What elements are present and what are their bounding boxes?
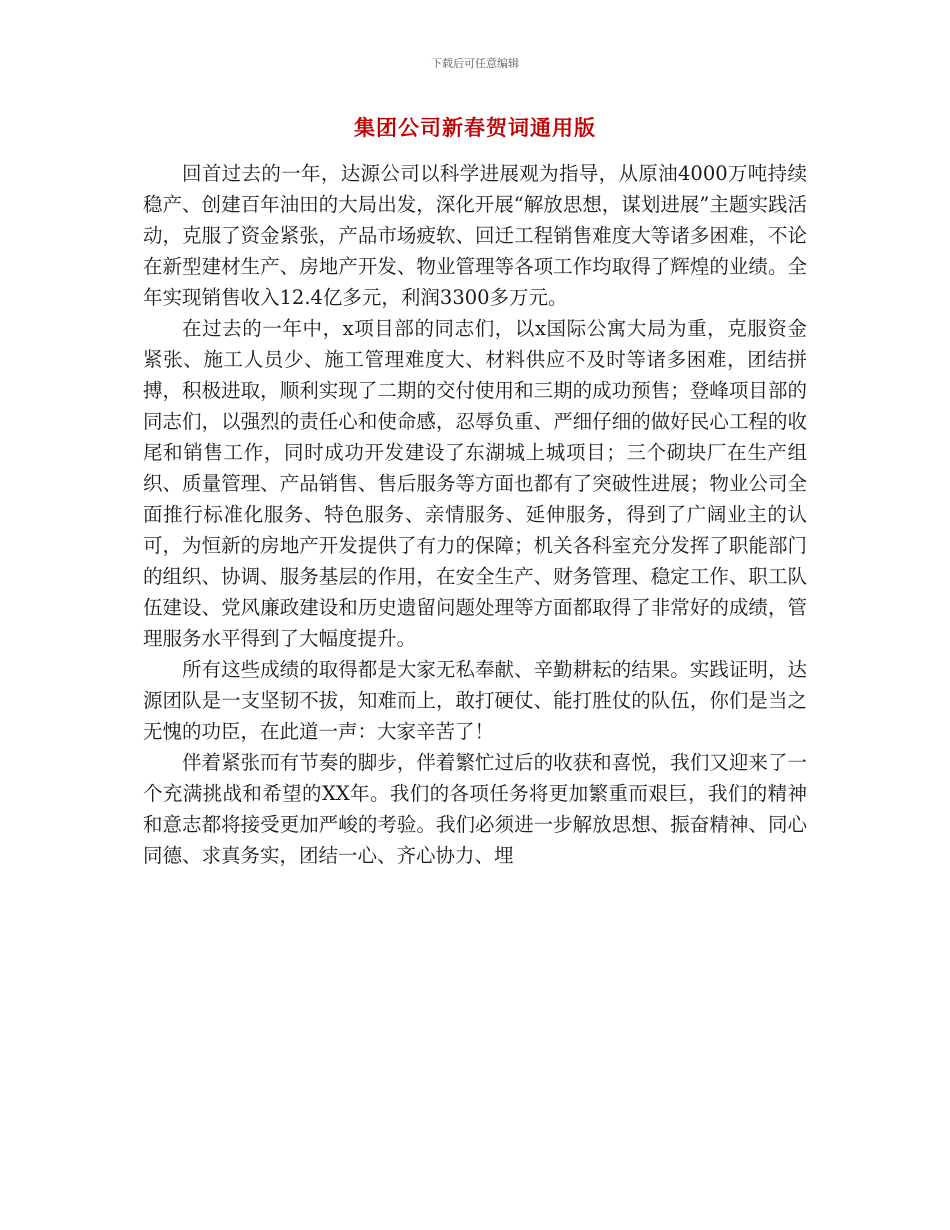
paragraph: 伴着紧张而有节奏的脚步，伴着繁忙过后的收获和喜悦，我们又迎来了一个充满挑战和希望的XX年。我们的各项任务将更加繁重而艰巨，我们的精神和意志都将接受更加严峻的考验。我们必须进一步解放思想、振奋精神、同心同德、求真务实，团结一心、齐心协力、埋 xyxy=(143,751,807,867)
document-body xyxy=(143,158,807,871)
paragraph: 在过去的一年中，x项目部的同志们，以x国际公寓大局为重，克服资金紧张、施工人员少、施工管理难度大、材料供应不及时等诸多困难，团结拼搏，积极进取，顺利实现了二期的交付使用和三期的成功预售；登峰项目部的同志们，以强烈的责任心和使命感，忍辱负重、严细仔细的做好民心工程的收尾和销售工作，同时成功开发建设了东湖城上城项目；三个砌块厂在生产组织、质量管理、产品销售、售后服务等方面也都有了突破性进展；物业公司全面推行标准化服务、特色服务、亲情服务、延伸服务，得到了广阔业主的认可，为恒新的房地产开发提供了有力的保障；机关各科室充分发挥了职能部门的组织、协调、服务基层的作用，在安全生产、财务管理、稳定工作、职工队伍建设、党风廉政建设和历史遗留问题处理等方面都取得了非常好的成绩，管理服务水平得到了大幅度提升。 xyxy=(143,317,807,650)
paragraph: 回首过去的一年，达源公司以科学进展观为指导，从原油4000万吨持续稳产、创建百年油田的大局出发，深化开展“解放思想，谋划进展”主题实践活动，克服了资金紧张，产品市场疲软、回迁工程销售难度大等诸多困难，不论在新型建材生产、房地产开发、物业管理等各项工作均取得了辉煌的业绩。全年实现销售收入12.4亿多元，利润3300多万元。 xyxy=(143,162,807,309)
document-title: 集团公司新春贺词通用版 xyxy=(354,116,596,140)
header-note: 下载后可任意编辑 xyxy=(431,57,519,70)
paragraph: 所有这些成绩的取得都是大家无私奉献、辛勤耕耘的结果。实践证明，达源团队是一支坚韧不拔，知难而上，敢打硬仗、能打胜仗的队伍，你们是当之无愧的功臣，在此道一声：大家辛苦了！ xyxy=(143,658,807,743)
